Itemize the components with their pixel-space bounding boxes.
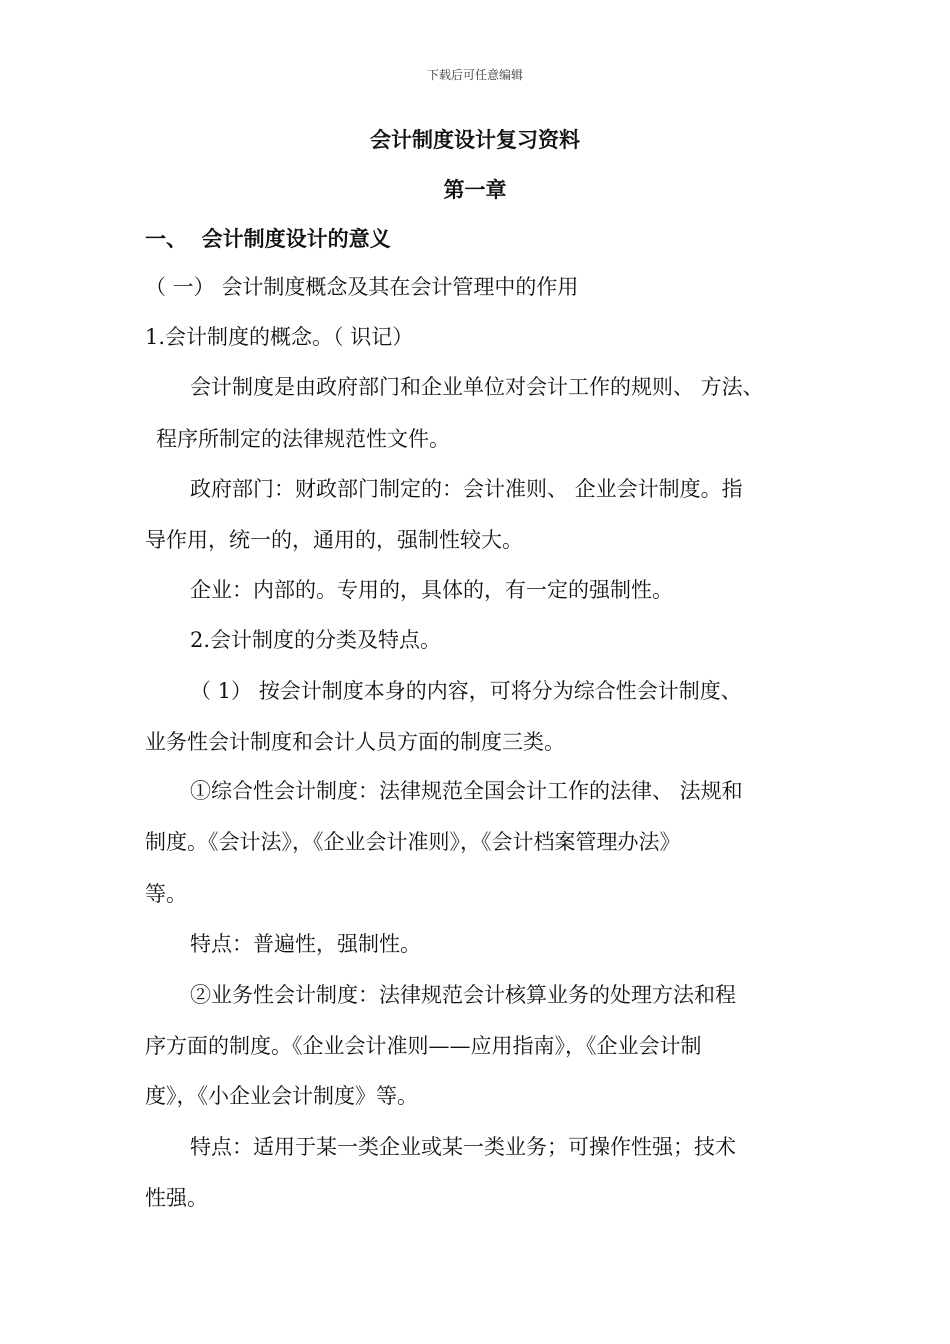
body-line: 特点：适用于某一类企业或某一类业务；可操作性强；技术 [190,1135,736,1159]
body-line: （ 一） 会计制度概念及其在会计管理中的作用 [145,275,579,299]
body-line: 政府部门：财政部门制定的：会计准则、 企业会计制度。指 [190,477,743,501]
body-line: ①综合性会计制度：法律规范全国会计工作的法律、 法规和 [190,779,743,803]
body-line: 特点：普遍性，强制性。 [190,932,421,956]
body-line: 性强。 [145,1186,208,1210]
body-line: 程序所制定的法律规范性文件。 [156,427,450,451]
body-line: （ 1） 按会计制度本身的内容，可将分为综合性会计制度、 [190,679,742,703]
body-line: 等。 [145,882,187,906]
section-heading: 一、 会计制度设计的意义 [145,227,391,251]
body-line: ②业务性会计制度：法律规范会计核算业务的处理方法和程 [190,983,736,1007]
page-header-note: 下载后可任意编辑 [426,68,523,82]
body-line: 度》，《小企业会计制度》等。 [145,1084,418,1108]
chapter-heading: 第一章 [443,178,507,202]
document-title: 会计制度设计复习资料 [370,128,580,152]
body-line: 企业：内部的。专用的，具体的，有一定的强制性。 [190,578,673,602]
body-line: 1.会计制度的概念。（ 识记） [145,325,414,349]
body-line: 2.会计制度的分类及特点。 [190,628,442,652]
body-line: 导作用，统一的，通用的，强制性较大。 [145,528,523,552]
body-line: 会计制度是由政府部门和企业单位对会计工作的规则、 方法、 [190,375,764,399]
body-line: 制度。《会计法》，《企业会计准则》，《会计档案管理办法》 [145,830,681,854]
body-line: 序方面的制度。《企业会计准则——应用指南》，《企业会计制 [145,1034,702,1058]
body-line: 业务性会计制度和会计人员方面的制度三类。 [145,730,565,754]
